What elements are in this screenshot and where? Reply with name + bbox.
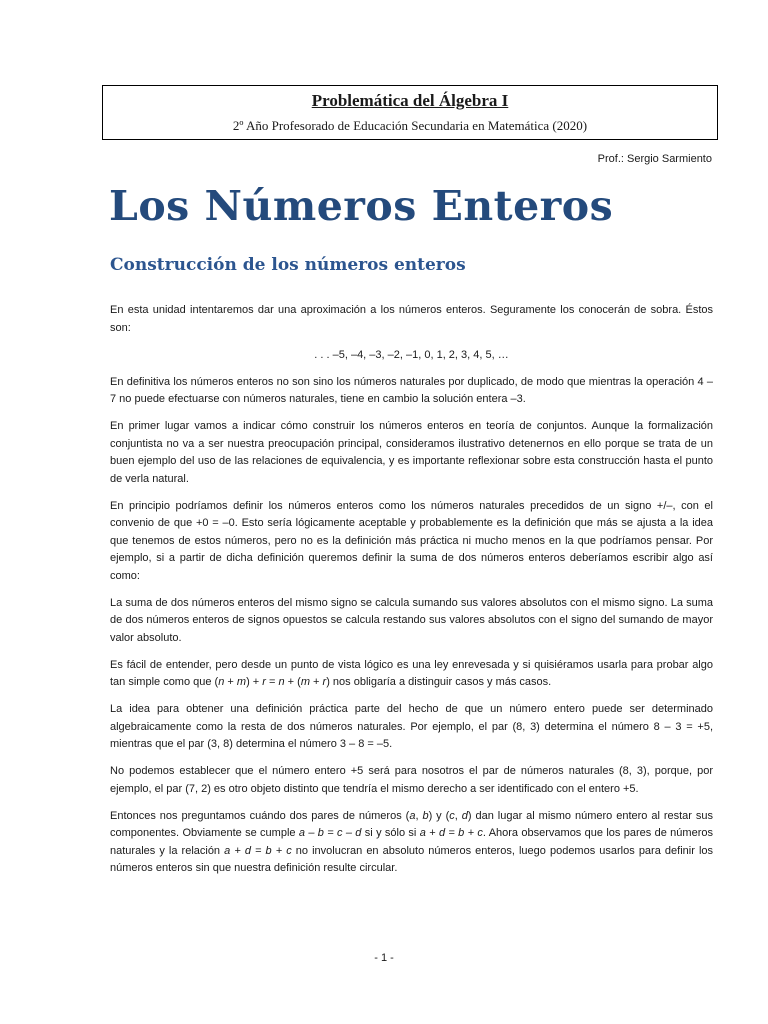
paragraph: No podemos establecer que el número entero +5 será para nosotros el par de números naturales (8, 3), porque, por ejemplo, el par (7, 2) es otro objeto distinto que tendría el mismo derecho a ser identificado con el entero +5. bbox=[110, 765, 713, 795]
math-variable: b bbox=[422, 809, 429, 822]
text-segment: + bbox=[309, 676, 323, 688]
math-variable: n bbox=[218, 676, 225, 688]
paragraph bbox=[110, 808, 713, 878]
course-title: Problemática del Álgebra I bbox=[311, 91, 509, 110]
page-number: - 1 - bbox=[374, 952, 394, 964]
math-equation: a + d = b + c bbox=[224, 844, 292, 857]
paragraph: La idea para obtener una definición práctica parte del hecho de que un número entero puede ser determinado algebraicamente como la resta de dos números naturales. Por ejemplo, el par (8, 3) determina el número 8 – 3 = +5, mientras que el par (3, 8) determina el número 3 – 8 = –5. bbox=[110, 703, 713, 750]
text-segment: = bbox=[265, 676, 279, 688]
text-segment: + ( bbox=[284, 676, 301, 688]
math-variable: c bbox=[449, 809, 455, 822]
paragraph: En principio podríamos definir los números enteros como los números naturales precedidos de un signo +/–, con el convenio de que +0 = –0. Esto sería lógicamente aceptable y probablemente es la definición que más se ajusta a la idea que tenemos de estos números, pero no es la definición más práctica ni mucho menos en la que podríamos pensar. Por ejemplo, si a partir de dicha definición queremos definir la suma de dos números enteros deberíamos escribir algo así como: bbox=[110, 499, 713, 582]
paragraph: En esta unidad intentaremos dar una aproximación a los números enteros. Seguramente los conocerán de sobra. Éstos son: bbox=[110, 304, 713, 334]
text-segment: no involucran en absoluto números enteros, luego podemos usarlos para definir los números enteros sin que nuestra definición resulte circular. bbox=[110, 844, 714, 874]
course-subtitle: 2º Año Profesorado de Educación Secundaria en Matemática (2020) bbox=[232, 118, 588, 133]
math-variable: a bbox=[409, 809, 416, 822]
text-segment: + bbox=[224, 676, 237, 688]
paragraph: La suma de dos números enteros del mismo signo se calcula sumando sus valores absolutos con el mismo signo. La suma de dos números enteros de signos opuestos se calcula restando sus valores absolutos con el signo del sumando de mayor valor absoluto. bbox=[110, 596, 713, 644]
text-segment: , bbox=[415, 809, 423, 822]
math-variable: r bbox=[322, 676, 327, 688]
text-segment: Entonces nos preguntamos cuándo dos pares de números ( bbox=[110, 809, 410, 822]
text-segment: ) nos obligaría a distinguir casos y más casos. bbox=[326, 676, 552, 688]
text-segment: ) + bbox=[246, 676, 263, 688]
math-variable: r bbox=[262, 676, 266, 688]
section-title: Construcción de los números enteros bbox=[110, 255, 466, 275]
text-segment: Es fácil de entender, pero desde un punto de vista lógico es una ley enrevesada y si quisiéramos usarla para probar algo tan simple como que ( bbox=[110, 658, 713, 688]
text-segment: . Ahora observamos que los pares de números naturales y la relación bbox=[110, 827, 713, 857]
math-equation: a + d = b + c bbox=[419, 827, 483, 839]
page-title: Los Números Enteros bbox=[109, 182, 614, 230]
text-segment: ) dan lugar al mismo número entero al restar sus componentes. Obviamente se cumple bbox=[110, 809, 713, 839]
math-variable: m bbox=[236, 676, 247, 688]
professor-name: Prof.: Sergio Sarmiento bbox=[597, 153, 712, 165]
math-equation: a – b = c – d bbox=[298, 827, 362, 839]
math-variable: n bbox=[278, 676, 285, 688]
text-segment: si y sólo si bbox=[361, 827, 420, 839]
text-segment: ) y ( bbox=[428, 809, 450, 822]
integer-sequence: . . . –5, –4, –3, –2, –1, 0, 1, 2, 3, 4, 5, … bbox=[314, 348, 509, 361]
paragraph: En definitiva los números enteros no son sino los números naturales por duplicado, de modo que mientras la operación 4 – 7 no puede efectuarse con números naturales, tiene en cambio la solución entera –3. bbox=[110, 375, 713, 405]
math-variable: d bbox=[461, 809, 468, 822]
paragraph bbox=[110, 657, 713, 692]
document-body bbox=[110, 302, 713, 887]
text-segment: , bbox=[454, 809, 462, 822]
header-box bbox=[102, 85, 718, 140]
paragraph: En primer lugar vamos a indicar cómo construir los números enteros en teoría de conjuntos. Aunque la formalización conjuntista no va a ser nuestra preocupación principal, consideramos ilustrativo detenernos en ello porque se trata de un buen ejemplo del uso de las relaciones de equivalencia, y es importante reflexionar sobre esta construcción hasta el punto de verla natural. bbox=[110, 420, 713, 485]
math-variable: m bbox=[300, 676, 310, 688]
